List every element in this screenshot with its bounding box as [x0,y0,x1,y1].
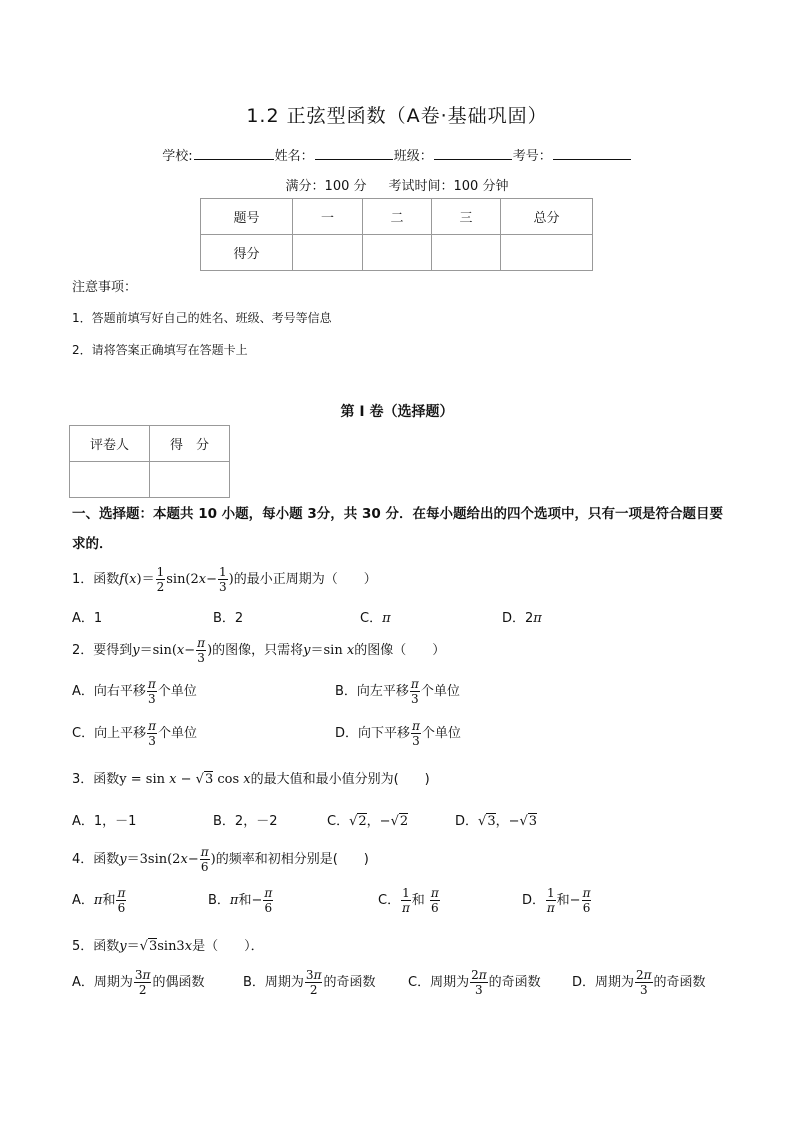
score-cell[interactable] [501,235,593,271]
exam-no-blank[interactable] [553,147,631,160]
option-c[interactable]: C．√2，−√2 [327,814,409,829]
option-c[interactable]: C．π [360,611,391,626]
exam-no-label: 考号： [512,149,552,164]
question-5: 5．函数y＝√3sin3x是（ ）． [72,939,264,954]
option-b[interactable]: B．π和− $\frac{\pi}{6}$ [208,886,273,915]
score-table-header [201,199,593,235]
option-a[interactable]: A．向右平移 $\frac{\pi}{3}$ 个单位 [72,677,197,706]
header-cell: 总分 [501,199,593,235]
reviewer-cell[interactable] [70,462,150,498]
row-label: 得分 [201,235,293,271]
score-cell[interactable] [150,462,230,498]
score-header: 得 分 [150,426,230,462]
option-b[interactable]: B．2，－2 [213,814,278,829]
student-info-line [0,145,794,164]
header-cell: 二 [363,199,432,235]
question-1: 1．函数f(x)＝ $\frac{1}{2}$ sin(2x− $\frac{1}{3}$ )的最小正周期为（ ） [72,565,377,594]
header-cell: 三 [432,199,501,235]
question-2: 2．要得到y＝sin(x− $\frac{\pi}{3}$ )的图像，只需将y＝sin x的图像（ ） [72,636,446,665]
option-a[interactable]: A．1 [72,611,103,626]
score-cell[interactable] [432,235,501,271]
name-label: 姓名： [274,149,314,164]
class-blank[interactable] [434,147,512,160]
reviewer-table [69,425,230,498]
option-d[interactable]: D．向下平移 $\frac{\pi}{3}$ 个单位 [335,719,461,748]
option-b[interactable]: B．向左平移 $\frac{\pi}{3}$ 个单位 [335,677,460,706]
header-cell: 题号 [201,199,293,235]
option-c[interactable]: C． $\frac{1}{\pi}$ 和 $\frac{\pi}{6}$ [378,886,439,915]
note-item: 1．答题前填写好自己的姓名、班级、考号等信息 [72,311,332,325]
exam-time: 考试时间：100 分钟 [388,179,509,194]
name-blank[interactable] [315,147,393,160]
option-a[interactable]: A．1，－1 [72,814,137,829]
notes-heading: 注意事项： [72,280,138,295]
option-b[interactable]: B．周期为 $\frac{3\pi}{2}$ 的奇函数 [243,968,376,997]
note-item: 2．请将答案正确填写在答题卡上 [72,343,248,357]
option-c[interactable]: C．周期为 $\frac{2\pi}{3}$ 的奇函数 [408,968,541,997]
option-d[interactable]: D． $\frac{1}{\pi}$ 和− $\frac{\pi}{6}$ [522,886,591,915]
score-table-row [201,235,593,271]
option-d[interactable]: D．周期为 $\frac{2\pi}{3}$ 的奇函数 [572,968,706,997]
option-c[interactable]: C．向上平移 $\frac{\pi}{3}$ 个单位 [72,719,197,748]
score-table [200,198,593,271]
exam-meta [0,175,794,194]
question-4: 4．函数y＝3sin(2x− $\frac{\pi}{6}$ )的频率和初相分别是( ) [72,845,369,874]
option-d[interactable]: D．√3，−√3 [455,814,538,829]
school-blank[interactable] [194,147,274,160]
option-d[interactable]: D．2π [502,611,542,626]
question-3: 3．函数y = sin x − √3 cos x的最大值和最小值分别为( ) [72,772,430,787]
option-a[interactable]: A．周期为 $\frac{3\pi}{2}$ 的偶函数 [72,968,205,997]
score-cell[interactable] [363,235,432,271]
header-cell: 一 [293,199,363,235]
reviewer-header: 评卷人 [70,426,150,462]
full-score: 满分：100 分 [285,179,367,194]
page-title: 1.2 正弦型函数（A卷·基础巩固） [246,105,548,127]
class-label: 班级： [393,149,433,164]
option-b[interactable]: B．2 [213,611,244,626]
score-cell[interactable] [293,235,363,271]
section-title: 第 I 卷（选择题） [340,404,454,420]
option-a[interactable]: A．π和 $\frac{\pi}{6}$ [72,886,126,915]
section-intro: 一、选择题：本题共 10 小题，每小题 3分，共 30 分．在每小题给出的四个选项中，只有一项是符合题目要求的． [72,506,723,552]
school-label: 学校: [162,149,193,164]
